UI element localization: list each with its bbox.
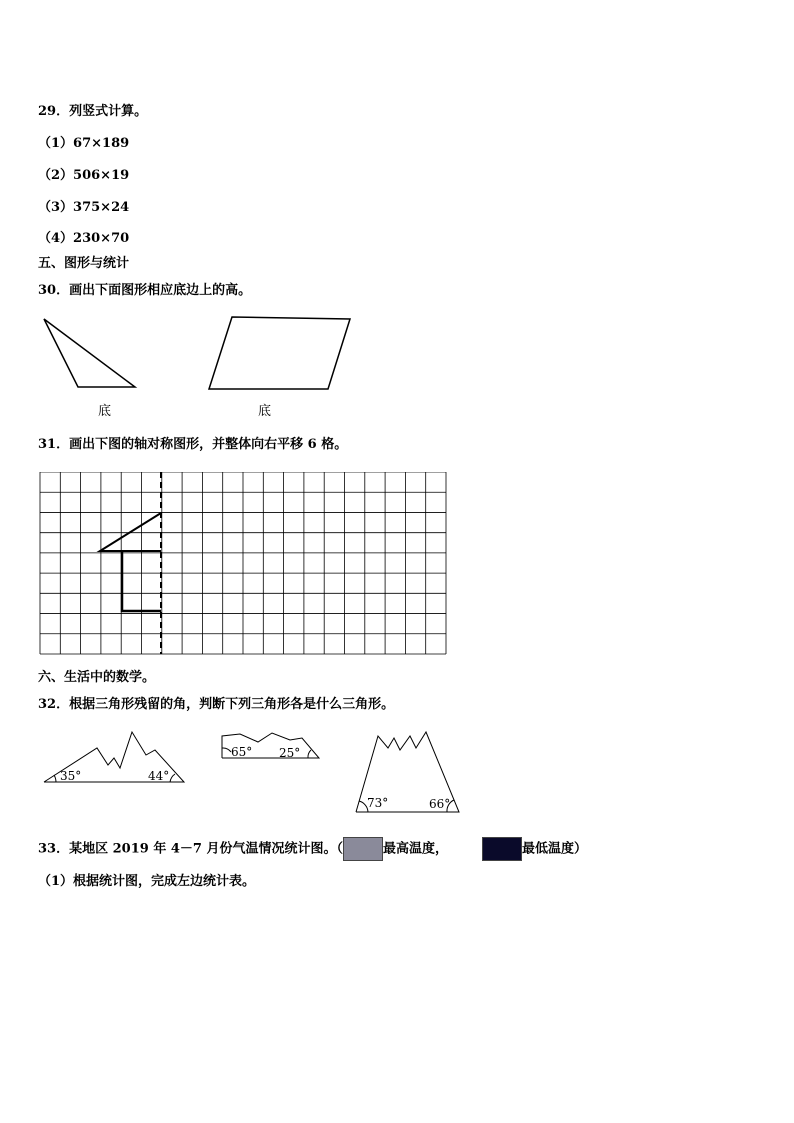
legend-swatch-high	[343, 837, 383, 861]
q33-line	[38, 837, 587, 862]
grid-lines	[40, 472, 446, 654]
q30-base-label-1: 底	[98, 404, 112, 419]
q31-shape-top	[100, 513, 161, 551]
q33-title: 33．某地区 2019 年 4－7 月份气温情况统计图。（	[38, 841, 343, 857]
q32-fig3-angle-right: 66°	[429, 797, 451, 811]
q30-triangle	[44, 319, 135, 387]
q32-fig1-angle-right: 44°	[148, 769, 170, 783]
q30-title: 30．画出下面图形相应底边上的高。	[38, 283, 252, 298]
section-6-heading: 六、生活中的数学。	[38, 670, 156, 685]
q29-item-1: （1）67×189	[38, 136, 130, 151]
q32-title: 32．根据三角形残留的角，判断下列三角形各是什么三角形。	[38, 697, 395, 712]
q30-parallelogram	[209, 317, 350, 389]
q29-item-4: （4）230×70	[38, 231, 130, 246]
legend-low-label: 最低温度）	[521, 841, 587, 857]
q29-title: 29．列竖式计算。	[38, 104, 148, 119]
q32-fig2-angle-right: 25°	[279, 746, 301, 760]
q29-item-3: （3）375×24	[38, 200, 130, 215]
legend-high-label: 最高温度，	[382, 841, 448, 857]
q33-sub-1: （1）根据统计图，完成左边统计表。	[38, 874, 256, 889]
q32-fig2-angle-left: 65°	[231, 745, 253, 759]
q31-grid	[39, 472, 449, 656]
q31-title: 31．画出下图的轴对称图形，并整体向右平移 6 格。	[38, 437, 348, 452]
q32-fig3-angle-left: 73°	[367, 796, 389, 810]
section-5-heading: 五、图形与统计	[38, 256, 130, 271]
q30-figures	[40, 315, 360, 395]
q29-item-2: （2）506×19	[38, 168, 130, 183]
q30-base-label-2: 底	[258, 404, 272, 419]
legend-swatch-low	[482, 837, 522, 861]
q32-fig1-angle-left: 35°	[60, 769, 82, 783]
